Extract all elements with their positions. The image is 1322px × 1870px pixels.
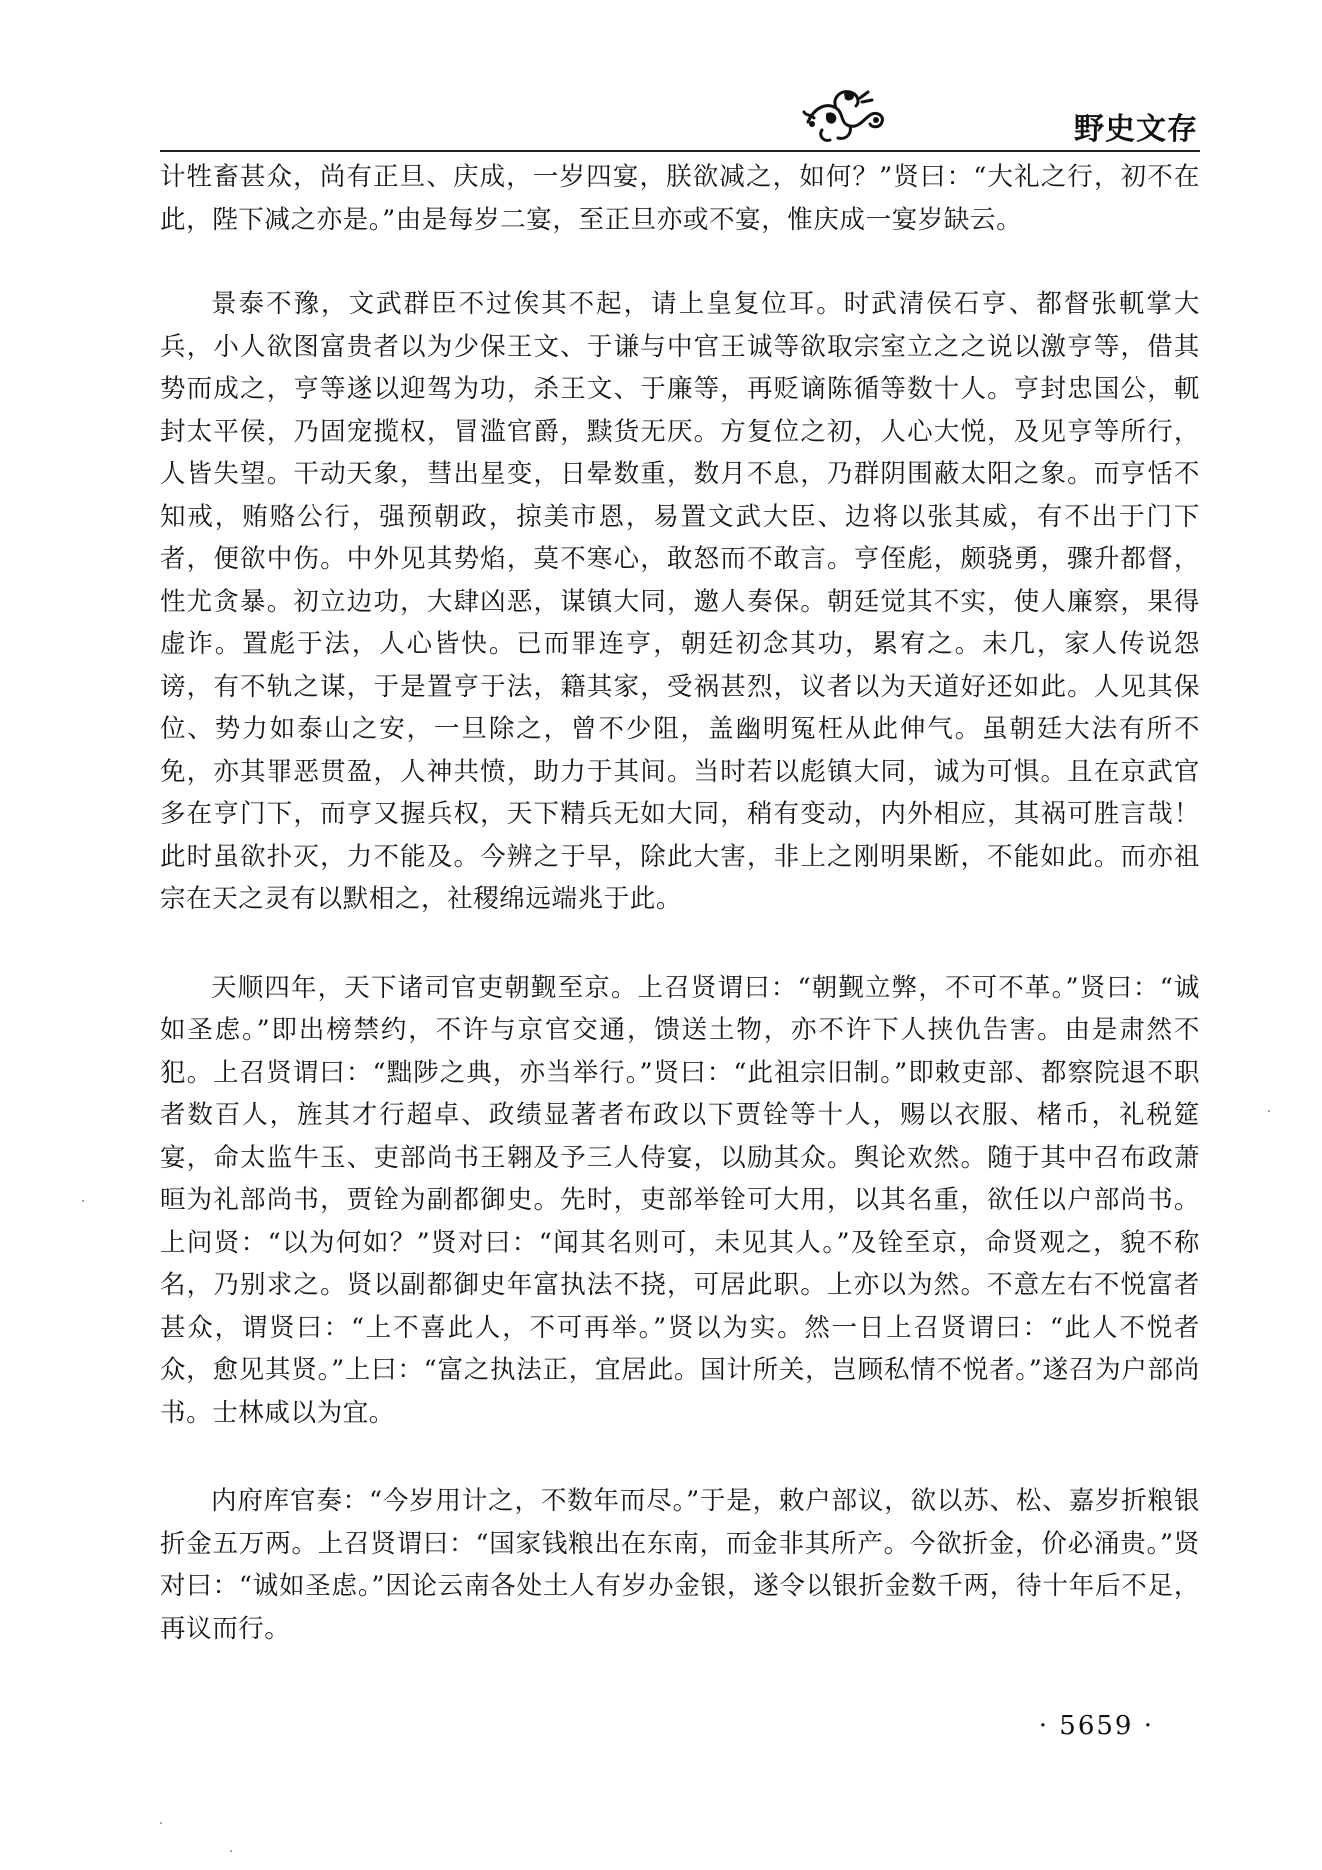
main-text: [160, 156, 1200, 1650]
page-number: · 5659 ·: [1038, 1711, 1154, 1741]
running-header: [160, 84, 1200, 154]
running-header-title: 野史文存: [1074, 112, 1198, 147]
header-rule: [160, 150, 1200, 152]
dragon-emblem-icon: [800, 84, 890, 146]
paragraph-neifu: 内府库官奏：“今岁用计之，不数年而尽。”于是，敕户部议，欲以苏、松、嘉岁折粮银折金五万两。上召贤谓曰：“国家钱粮出在东南，而金非其所产。今欲折金，价必涌贵。”贤对曰：“诚如圣虑。”因论云南各处土人有岁办金银，遂令以银折金数千两，待十年后不足，再议而行。: [160, 1486, 1200, 1644]
paragraph-tianshun: 天顺四年，天下诸司官吏朝觐至京。上召贤谓曰：“朝觐立弊，不可不革。”贤曰：“诚如圣虑。”即出榜禁约，不许与京官交通，馈送土物，亦不许下人挟仇告害。由是肃然不犯。上召贤谓曰：“黜陟之典，亦当举行。”贤曰：“此祖宗旧制。”即敕吏部、都察院退不职者数百人，旌其才行超卓、政绩显著者布政以下贾铨等十人，赐以衣服、楮币，礼税筵宴，命太监牛玉、吏部尚书王翱及予三人侍宴，以励其众。舆论欢然。随于其中召布政萧晅为礼部尚书，贾铨为副都御史。先时，吏部举铨可大用，以其名重，欲任以户部尚书。上问贤：“以为何如？”贤对曰：“闻其名则可，未见其人。”及铨至京，命贤观之，貌不称名，乃别求之。贤以副都御史年富执法不挠，可居此职。上亦以为然。不意左右不悦富者甚众，谓贤曰：“上不喜此人，不可再举。”贤以为实。然一日上召贤谓曰：“此人不悦者众，愈见其贤。”上曰：“富之执法正，宜居此。国计所关，岂顾私情不悦者。”遂召为户部尚书。士林咸以为宜。: [160, 972, 1200, 1428]
paragraph-jingtai: 景泰不豫，文武群臣不过俟其不起，请上皇复位耳。时武清侯石亨、都督张軏掌大兵，小人欲图富贵者以为少保王文、于谦与中官王诚等欲取宗室立之之说以激亨等，借其势而成之，亨等遂以迎驾为功，杀王文、于廉等，再贬谪陈循等数十人。亨封忠国公，軏封太平侯，乃固宠揽权，冒滥官爵，黩货无厌。方复位之初，人心大悦，及见亨等所行，人皆失望。干动天象，彗出星变，日晕数重，数月不息，乃群阴围蔽太阳之象。而亨恬不知戒，贿赂公行，强预朝政，掠美市恩，易置文武大臣、边将以张其威，有不出于门下者，便欲中伤。中外见其势焰，莫不寒心，敢怒而不敢言。亨侄彪，颇骁勇，骤升都督，性尤贪暴。初立边功，大肆凶恶，谋镇大同，邀人奏保。朝廷觉其不实，使人廉察，果得虚诈。置彪于法，人心皆快。已而罪连亨，朝廷初念其功，累宥之。未几，家人传说怨谤，有不轨之谋，于是置亨于法，籍其家，受祸甚烈，议者以为天道好还如此。人见其保位、势力如泰山之安，一旦除之，曾不少阻，盖幽明冤枉从此伸气。虽朝廷大法有所不免，亦其罪恶贯盈，人神共愤，助力于其间。当时若以彪镇大同，诚为可惧。且在京武官多在亨门下，而亨又握兵权，天下精兵无如大同，稍有变动，内外相应，其祸可胜言哉！此时虽欲扑灭，力不能及。今辨之于早，除此大害，非上之刚明果断，不能如此。而亦祖宗在天之灵有以默相之，社稷绵远端兆于此。: [160, 289, 1200, 914]
paragraph-continued: 计牲畜甚众，尚有正旦、庆成，一岁四宴，朕欲减之，如何？”贤曰：“大礼之行，初不在此，陛下减之亦是。”由是每岁二宴，至正旦亦或不宴，惟庆成一宴岁缺云。: [160, 162, 1200, 235]
